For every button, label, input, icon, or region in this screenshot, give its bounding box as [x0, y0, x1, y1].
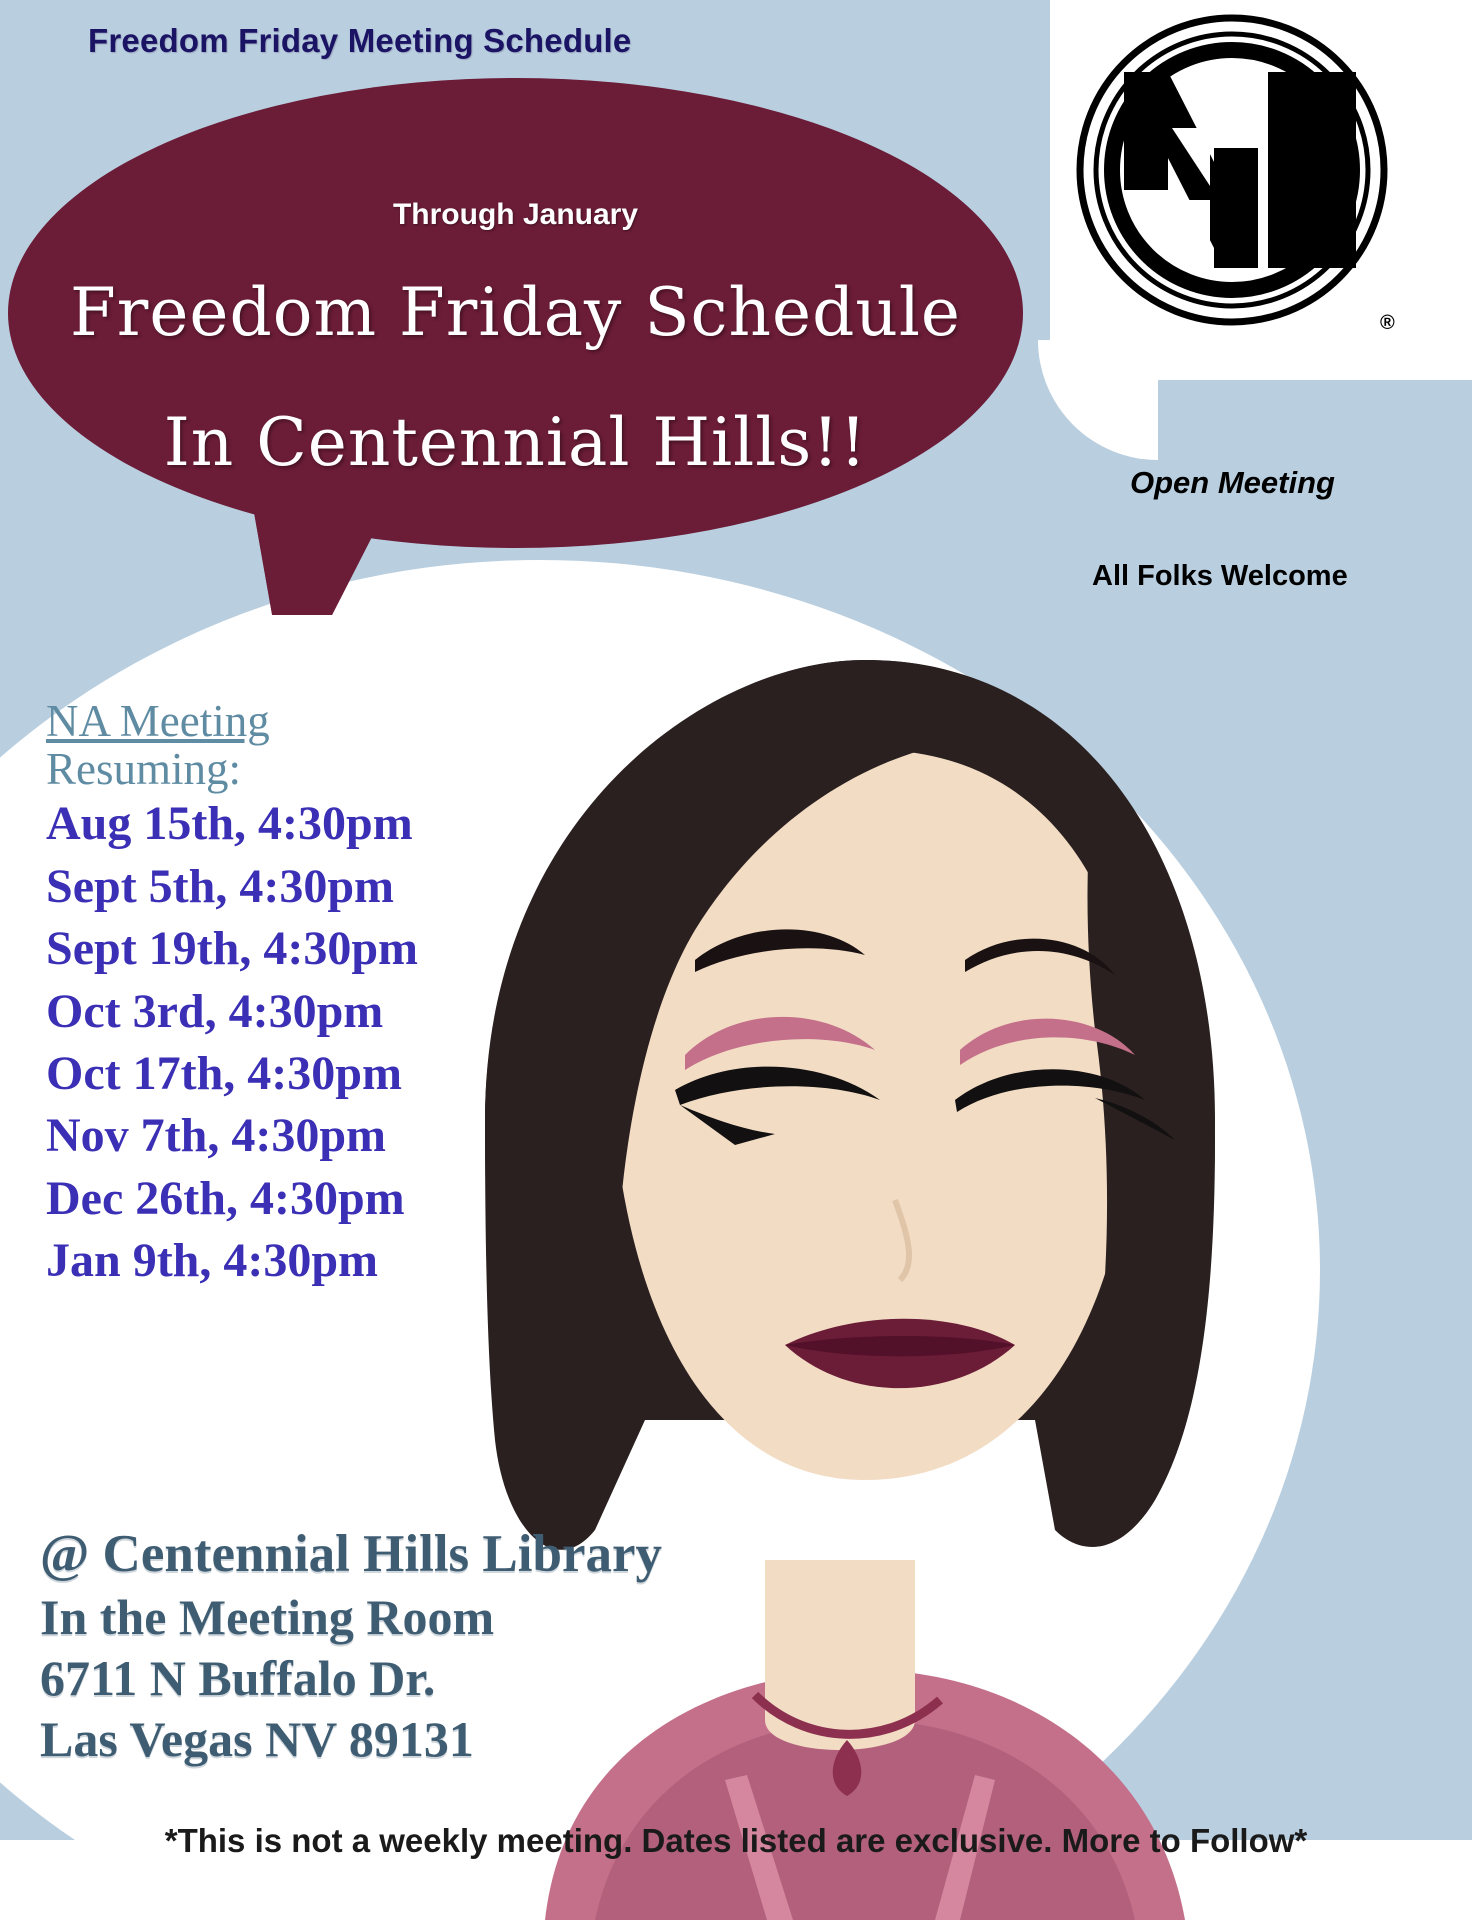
- address-city-state-zip: Las Vegas NV 89131: [40, 1710, 474, 1767]
- bubble-subtitle: Through January: [392, 198, 639, 231]
- registered-trademark-icon: ®: [1380, 312, 1395, 334]
- schedule-heading-line2: Resuming:: [46, 743, 242, 794]
- schedule-date-item: Oct 3rd, 4:30pm: [46, 984, 384, 1038]
- schedule-date-item: Sept 19th, 4:30pm: [46, 922, 419, 976]
- page-title: Freedom Friday Meeting Schedule: [88, 22, 632, 59]
- bubble-headline-line1: Freedom Friday Schedule: [70, 274, 961, 351]
- address-street: 6711 N Buffalo Dr.: [40, 1649, 436, 1706]
- schedule-heading-line1: NA Meeting: [46, 696, 270, 746]
- schedule-block: [46, 698, 686, 1293]
- address-block: [40, 1522, 940, 1770]
- all-welcome-label: All Folks Welcome: [1092, 560, 1348, 592]
- schedule-date-item: Nov 7th, 4:30pm: [46, 1109, 387, 1163]
- speech-bubble: [8, 78, 1023, 548]
- schedule-date-item: Oct 17th, 4:30pm: [46, 1046, 402, 1100]
- address-venue: @ Centennial Hills Library: [40, 1525, 663, 1583]
- address-room: In the Meeting Room: [40, 1588, 495, 1645]
- schedule-date-item: Aug 15th, 4:30pm: [46, 797, 413, 851]
- schedule-date-item: Dec 26th, 4:30pm: [46, 1171, 405, 1225]
- bubble-headline-line2: In Centennial Hills!!: [163, 404, 868, 481]
- footnote-text: *This is not a weekly meeting. Dates listed are exclusive. More to Follow*: [164, 1822, 1308, 1859]
- open-meeting-label: Open Meeting: [1130, 465, 1335, 500]
- na-logo-icon: [1072, 10, 1392, 330]
- schedule-date-item: Jan 9th, 4:30pm: [46, 1234, 379, 1288]
- schedule-date-item: Sept 5th, 4:30pm: [46, 859, 395, 913]
